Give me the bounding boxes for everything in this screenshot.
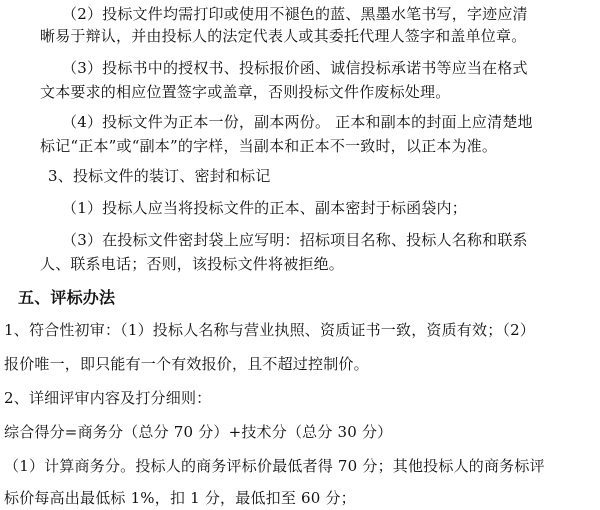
paragraph-line: 标价每高出最低标 1%，扣 1 分，最低扣至 60 分； [4,489,356,507]
paragraph-line: 人、联系电话；否则，该投标文件将被拒绝。 [40,255,345,273]
formula-line: 综合得分=商务分（总分 70 分）+技术分（总分 30 分） [4,423,393,441]
paragraph-line: （1）投标人应当将投标文件的正本、副本密封于标函袋内； [62,199,467,217]
section-heading: 五、评标办法 [18,288,116,307]
paragraph-line: 2、详细评审内容及打分细则： [4,389,212,407]
paragraph-line: （4）投标文件为正本一份，副本两份。 正本和副本的封面上应清楚地 [62,113,533,131]
section-subheading: 3、投标文件的装订、密封和标记 [48,167,271,185]
paragraph-line: 晰易于辩认，并由投标人的法定代表人或其委托代理人签字和盖单位章。 [40,27,527,45]
paragraph-line: 文本要求的相应位置签字或盖章，否则投标文件作废标处理。 [40,83,451,101]
paragraph-line: （3）在投标文件密封袋上应写明：招标项目名称、投标人名称和联系 [62,231,528,249]
paragraph-line: （2）投标文件均需打印或使用不褪色的蓝、黑墨水笔书写，字迹应清 [62,5,528,23]
paragraph-line: 1、符合性初审：（1）投标人名称与营业执照、资质证书一致，资质有效；（2） [4,321,536,339]
paragraph-line: 标记“正本”或“副本”的字样，当副本和正本不一致时，以正本为准。 [40,137,498,155]
paragraph-line: 报价唯一，即只能有一个有效报价，且不超过控制价。 [4,355,369,373]
paragraph-line: （1）计算商务分。投标人的商务评标价最低者得 70 分；其他投标人的商务标评 [4,457,545,475]
paragraph-line: （3）投标书中的授权书、投标报价函、诚信投标承诺书等应当在格式 [62,59,528,77]
